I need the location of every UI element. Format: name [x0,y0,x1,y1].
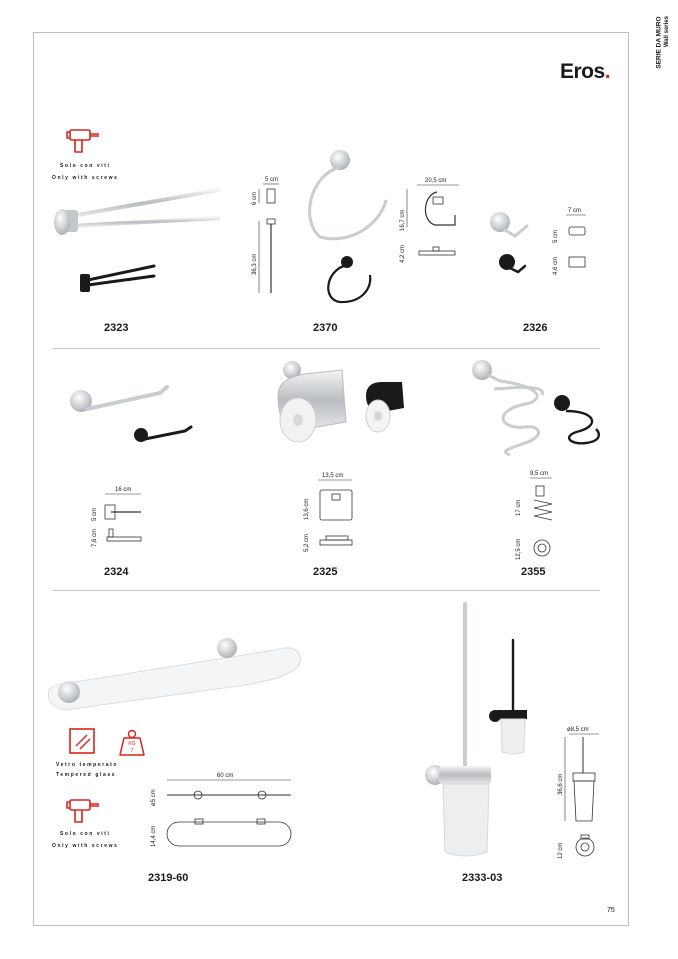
glass-note-it: Vetro temperato [56,762,119,768]
product-code-2324: 2324 [104,566,129,578]
screws-note-it: Solo con viti [60,163,111,169]
dim-2326-a: 7 cm [568,208,582,214]
tempered-glass-icon [68,727,98,757]
dim-2319-c: 14,4 cm [151,825,157,847]
series-label-it: SERIE DA MURO [655,16,663,69]
row-divider-2 [52,590,600,591]
dim-2355-c: 12,5 cm [516,538,522,560]
dimension-drawing-2325 [300,470,360,555]
series-label-en: Wall series [664,16,670,48]
screws-note-it-2: Solo con viti [60,831,111,837]
dim-2323-a: 5 cm [265,177,279,183]
weight-icon [118,728,146,758]
brand-dot: . [604,60,611,83]
dim-2355-a: 9,5 cm [530,471,549,477]
dim-2333-b: 36,6 cm [558,773,564,795]
hook-2326-image [485,200,540,280]
screws-note-en-2: Only with screws [52,843,119,849]
dim-2324-c: 7,6 cm [92,528,98,547]
glass-note-en: Tempered glass [56,772,117,778]
dim-2319-a: 60 cm [217,773,234,779]
drill-icon-2 [66,795,106,827]
dim-2319-b: ø5 cm [151,789,157,806]
paper-holder-2324-image [65,375,200,455]
series-label [648,18,670,88]
dimension-drawing-2323 [245,175,285,300]
dimension-drawing-2324 [85,485,150,550]
towel-ring-2370-image [300,145,395,305]
hairdryer-holder-2355-image [470,355,610,460]
weight-label: KG [128,741,136,747]
dim-2324-a: 16 cm [115,487,132,493]
dimension-drawing-2355 [508,468,558,563]
dim-2333-c: 12 cm [558,842,564,859]
brand-name: Eros [560,60,605,83]
screws-note-en: Only with screws [52,175,119,181]
glass-shelf-2319-image [45,630,305,725]
towel-rail-2323-image [50,180,230,300]
dim-2333-a: ø8,5 cm [567,727,589,733]
brand-logo [560,60,610,84]
dim-2370-a: 20,5 cm [425,178,447,184]
dim-2326-b: 5 cm [553,229,559,243]
weight-value: 7 [130,748,134,754]
product-code-2323: 2323 [104,322,129,334]
dim-2370-b: 16,7 cm [400,209,406,231]
toilet-brush-2333-image [425,600,535,860]
row-divider-1 [52,348,600,349]
product-code-2333-03: 2333-03 [462,872,503,884]
product-code-2355: 2355 [521,566,546,578]
dim-2325-c: 5,2 cm [304,533,310,552]
product-code-2325: 2325 [313,566,338,578]
dim-2325-b: 13,6 cm [304,498,310,520]
dimension-drawing-2333-03 [553,723,603,863]
dim-2326-c: 4,6 cm [553,256,559,275]
dim-2323-b: 6 cm [252,191,258,205]
covered-paper-holder-2325-image [270,360,415,455]
product-code-2326: 2326 [523,322,548,334]
dimension-drawing-2370 [395,175,475,270]
product-code-2319-60: 2319-60 [148,872,189,884]
dim-2325-a: 13,5 cm [322,473,344,479]
dimension-drawing-2326 [548,205,593,280]
dim-2324-b: 5 cm [92,507,98,521]
dim-2370-c: 4,2 cm [400,244,406,263]
product-code-2370: 2370 [313,322,338,334]
dim-2355-b: 17 cm [516,499,522,516]
dimension-drawing-2319-60 [145,770,295,850]
page-number: 75 [607,907,615,914]
drill-icon [66,125,106,157]
dim-2323-c: 36,3 cm [252,253,258,275]
